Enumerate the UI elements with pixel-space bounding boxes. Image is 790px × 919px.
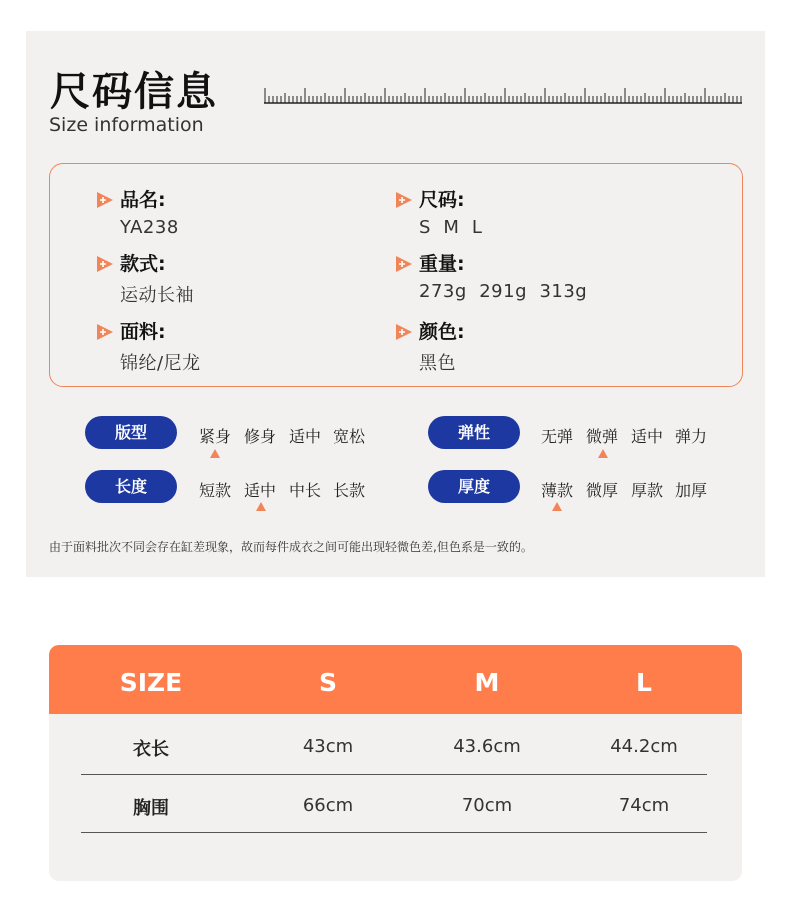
length-pill: 长度 xyxy=(85,470,177,503)
table-cell: 43.6cm xyxy=(453,736,521,757)
info-fabric xyxy=(96,320,201,375)
elasticity-option: 无弹 xyxy=(541,427,574,446)
info-name-label: 品名: xyxy=(120,189,166,211)
length-option: 适中 xyxy=(244,481,277,500)
info-fabric-label: 面料: xyxy=(120,321,166,343)
size-table-header xyxy=(49,645,742,714)
play-arrow-icon xyxy=(395,323,413,341)
size-table-header-cell: M xyxy=(474,668,500,697)
thickness-option: 厚款 xyxy=(631,481,664,500)
fit-option: 适中 xyxy=(289,427,322,446)
info-style-value: 运动长袖 xyxy=(120,285,194,306)
selected-indicator-icon xyxy=(598,449,608,458)
info-style-label: 款式: xyxy=(120,253,166,275)
table-cell: 74cm xyxy=(618,795,670,816)
info-fabric-value: 锦纶/尼龙 xyxy=(120,353,201,374)
size-table xyxy=(49,645,742,881)
ruler-decoration xyxy=(264,88,742,104)
row-divider xyxy=(81,832,707,833)
length-option: 短款 xyxy=(199,481,232,500)
size-table-header-cell: L xyxy=(636,668,652,697)
row-divider xyxy=(81,774,707,775)
color-variance-note: 由于面料批次不同会存在缸差现象，故而每件成衣之间可能出现轻微色差,但色系是一致的。 xyxy=(49,540,533,554)
table-cell: 43cm xyxy=(302,736,354,757)
play-arrow-icon xyxy=(395,191,413,209)
page-title: 尺码信息 xyxy=(50,69,218,115)
play-arrow-icon xyxy=(96,323,114,341)
selected-indicator-icon xyxy=(552,502,562,511)
length-option: 中长 xyxy=(289,481,322,500)
info-color-label: 颜色: xyxy=(419,321,465,343)
fit-option: 修身 xyxy=(244,427,277,446)
info-size xyxy=(395,188,482,238)
table-row-label: 胸围 xyxy=(133,798,169,819)
elasticity-option: 弹力 xyxy=(675,427,708,446)
thickness-option: 加厚 xyxy=(675,481,708,500)
size-table-header-cell: SIZE xyxy=(119,668,183,697)
table-cell: 44.2cm xyxy=(610,736,678,757)
table-row-label: 衣长 xyxy=(133,739,169,760)
elasticity-pill: 弹性 xyxy=(428,416,520,449)
fit-option: 宽松 xyxy=(333,427,366,446)
thickness-option: 微厚 xyxy=(586,481,619,500)
page-subtitle: Size information xyxy=(49,114,204,136)
table-cell: 70cm xyxy=(461,795,513,816)
product-info-box xyxy=(49,163,743,387)
selected-indicator-icon xyxy=(256,502,266,511)
info-size-value: S M L xyxy=(419,217,483,238)
table-cell: 66cm xyxy=(302,795,354,816)
info-weight-value: 273g 291g 313g xyxy=(419,281,588,302)
thickness-option: 薄款 xyxy=(541,481,574,500)
play-arrow-icon xyxy=(395,255,413,273)
thickness-pill: 厚度 xyxy=(428,470,520,503)
size-table-header-cell: S xyxy=(318,668,337,697)
elasticity-option: 微弹 xyxy=(586,427,619,446)
elasticity-option: 适中 xyxy=(631,427,664,446)
info-weight-label: 重量: xyxy=(419,253,465,275)
selected-indicator-icon xyxy=(210,449,220,458)
length-option: 长款 xyxy=(333,481,366,500)
fit-pill: 版型 xyxy=(85,416,177,449)
info-style xyxy=(96,252,194,307)
info-weight xyxy=(395,252,587,302)
info-size-label: 尺码: xyxy=(419,189,465,211)
info-color-value: 黑色 xyxy=(419,353,456,374)
play-arrow-icon xyxy=(96,255,114,273)
info-name xyxy=(96,188,179,238)
fit-option: 紧身 xyxy=(199,427,232,446)
info-name-value: YA238 xyxy=(120,217,179,238)
info-color xyxy=(395,320,465,375)
play-arrow-icon xyxy=(96,191,114,209)
